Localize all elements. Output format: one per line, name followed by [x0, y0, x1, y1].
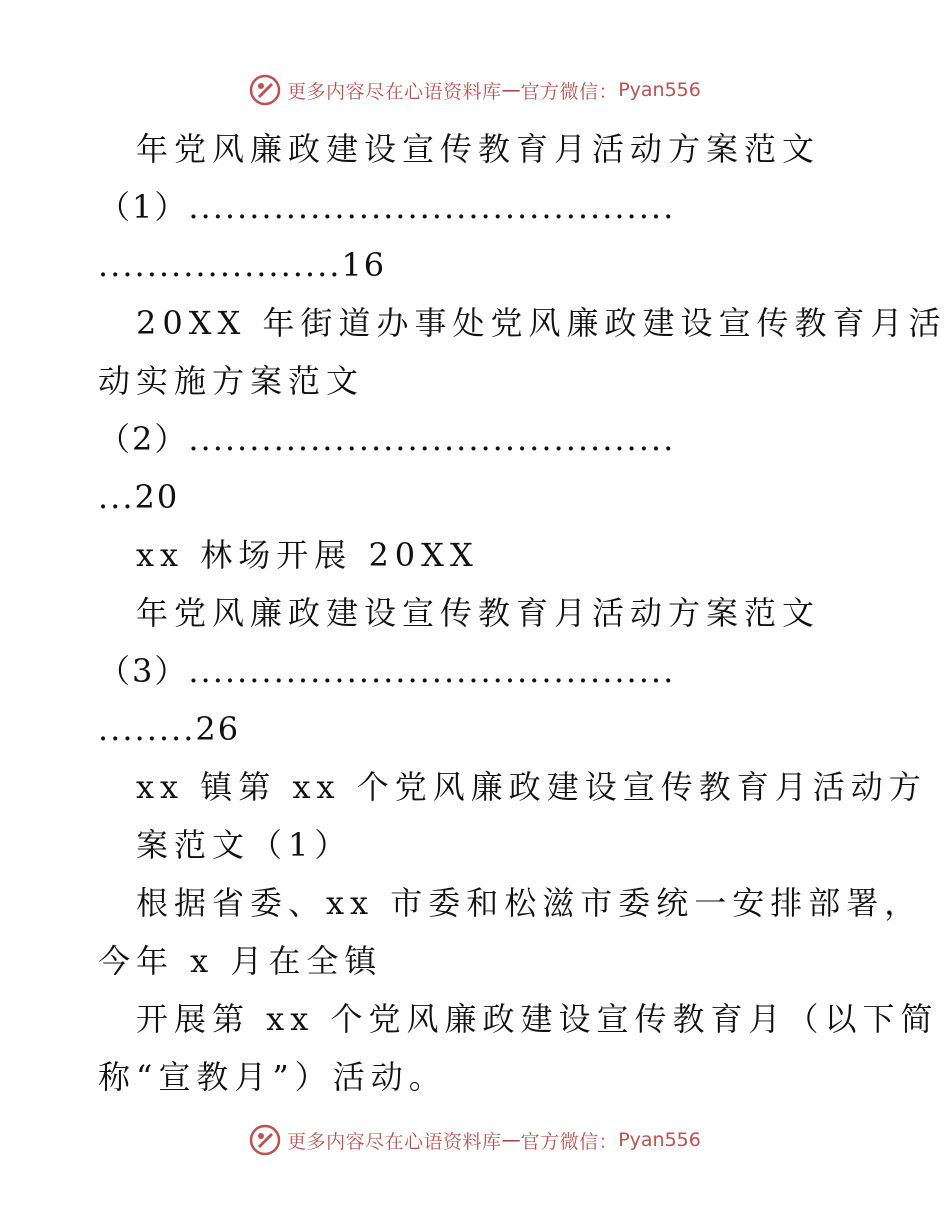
- toc-entry-title-cont: 动实施方案范文: [98, 362, 365, 400]
- toc-entry-leader: （3）........................................: [98, 652, 676, 690]
- toc-entry-title-cont: 年党风廉政建设宣传教育月活动方案范文: [136, 594, 821, 632]
- watermark-text: 更多内容尽在心语资料库: [287, 80, 502, 103]
- section-heading-cont: 案范文（1）: [136, 826, 353, 864]
- watermark-label: 官方微信：: [520, 1130, 619, 1153]
- seal-logo-icon: [249, 1124, 281, 1156]
- paragraph-line: 根据省委、xx 市委和松滋市委统一安排部署，: [136, 884, 923, 922]
- header-watermark: [0, 74, 950, 106]
- toc-entry-title: 20XX 年街道办事处党风廉政建设宣传教育月活: [136, 304, 947, 342]
- watermark-text: 更多内容尽在心语资料库: [287, 1130, 502, 1153]
- section-heading: xx 镇第 xx 个党风廉政建设宣传教育月活动方: [136, 768, 927, 806]
- watermark-separator: —: [501, 1129, 521, 1151]
- paragraph-line: 今年 x 月在全镇: [98, 942, 383, 980]
- document-body: [98, 120, 947, 1106]
- seal-logo-icon: [249, 74, 281, 106]
- watermark-account: Pyan556: [618, 1129, 701, 1151]
- toc-entry-page: ...20: [98, 478, 180, 516]
- toc-entry-title: xx 林场开展 20XX: [136, 536, 479, 574]
- toc-entry-page: ....................16: [98, 246, 387, 284]
- toc-entry-leader: （1）........................................: [98, 188, 676, 226]
- watermark-separator: —: [501, 79, 521, 101]
- footer-watermark: [0, 1124, 950, 1156]
- toc-entry-title: 年党风廉政建设宣传教育月活动方案范文: [136, 130, 821, 168]
- toc-entry-leader: （2）........................................: [98, 420, 676, 458]
- paragraph-line: 称“宣教月”）活动。: [98, 1058, 447, 1096]
- watermark-label: 官方微信：: [520, 80, 619, 103]
- watermark-account: Pyan556: [618, 79, 701, 101]
- paragraph-line: 开展第 xx 个党风廉政建设宣传教育月（以下简: [136, 1000, 939, 1038]
- toc-entry-page: ........26: [98, 710, 241, 748]
